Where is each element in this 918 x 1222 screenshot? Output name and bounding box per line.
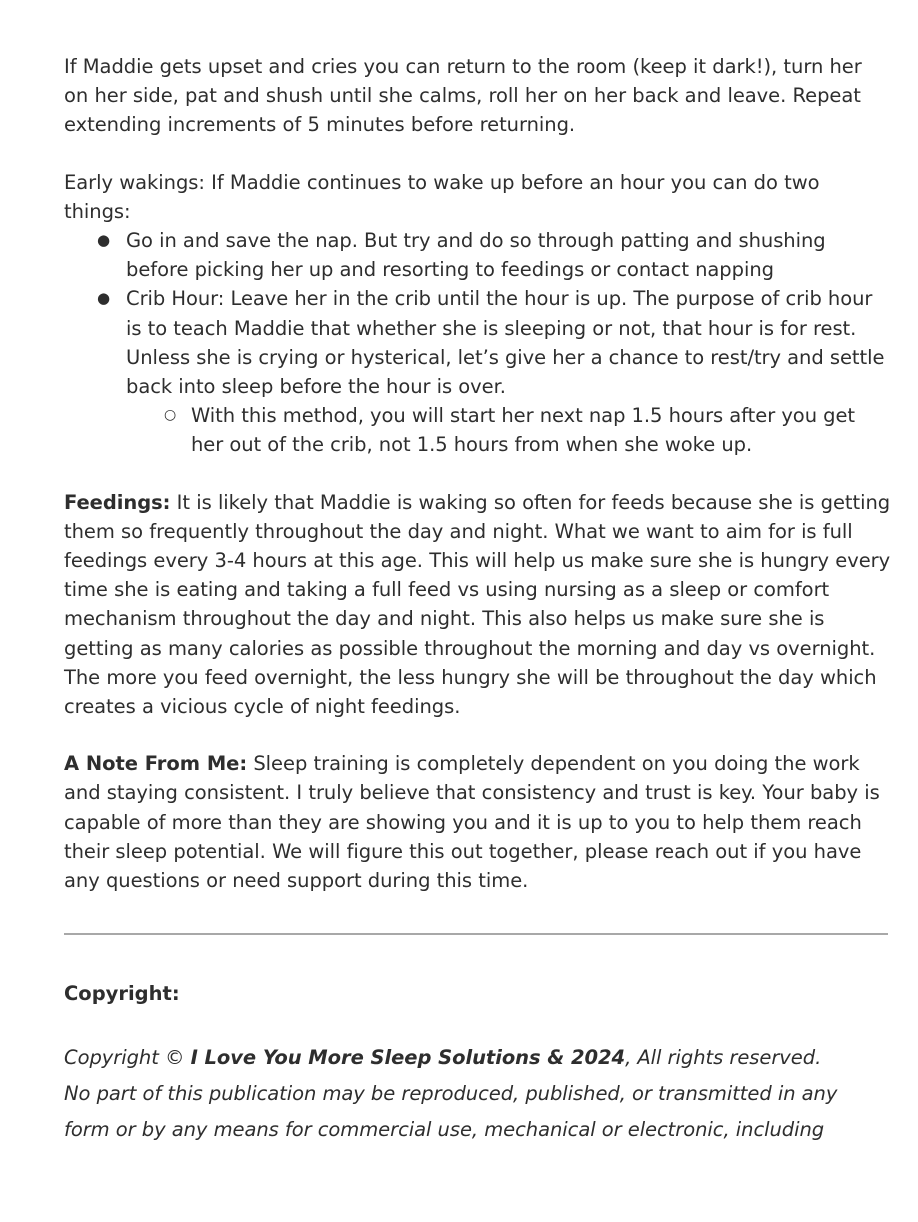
paragraph-return-to-room: If Maddie gets upset and cries you can return to the room (keep it dark!), turn her on her side, pat and shush until she calms, roll her on her back and leave. Repeat extending increments of 5 minutes before returning. xyxy=(64,55,862,137)
section-divider-wrap xyxy=(64,933,888,935)
copyright-line-2: No part of this publication may be reproduced, published, or transmitted in any xyxy=(64,1082,838,1106)
paragraph-early-wakings-intro: Early wakings: If Maddie continues to wake up before an hour you can do two things: xyxy=(64,170,820,223)
bullet-filled-icon: ● xyxy=(97,231,111,250)
document-body xyxy=(64,52,892,1148)
feedings-body: It is likely that Maddie is waking so often for feeds because she is getting them so frequently throughout the day and night. What we want to aim for is full feedings every 3-4 hours at this age. This will help us make sure she is hungry every time she is eating and taking a full feed vs using nursing as a sleep or comfort mechanism throughout the day and night. This also helps us make sure she is getting as many calories as possible throughout the morning and day vs overnight. The more you feed overnight, the less hungry she will be throughout the day which creates a vicious cycle of night feedings. xyxy=(64,490,891,719)
paragraph-note-from-me xyxy=(64,749,892,895)
note-from-me-label: A Note From Me: xyxy=(64,752,248,776)
section-divider xyxy=(64,933,888,935)
bullet-filled-icon: ● xyxy=(97,289,111,308)
sub-list-item-label: With this method, you will start her next nap 1.5 hours after you get her out of the crib, not 1.5 hours from when she woke up. xyxy=(191,404,856,457)
sub-list-item xyxy=(126,401,892,459)
list-item xyxy=(64,226,892,284)
list-item-label: Go in and save the nap. But try and do so through patting and shushing before picking her up and resorting to feedings or contact napping xyxy=(126,229,826,282)
copyright-line-1 xyxy=(64,1040,892,1076)
copyright-prefix: Copyright © xyxy=(64,1046,191,1070)
bullet-hollow-icon: ○ xyxy=(164,407,177,424)
paragraph-feedings xyxy=(64,488,892,722)
early-wakings-list xyxy=(64,226,892,460)
copyright-body xyxy=(64,1040,892,1148)
list-item xyxy=(64,284,892,459)
feedings-label: Feedings: xyxy=(64,490,171,514)
list-item-label: Crib Hour: Leave her in the crib until the hour is up. The purpose of crib hour is to teach Maddie that whether she is sleeping or not, that hour is for rest. Unless she is crying or hysterical, let’s give her a chance to rest/try and settle back into sleep before the hour is over. xyxy=(126,287,885,399)
crib-hour-sublist xyxy=(126,401,892,459)
copyright-company: I Love You More Sleep Solutions & 2024 xyxy=(190,1046,626,1070)
copyright-line-3: form or by any means for commercial use, mechanical or electronic, including xyxy=(64,1118,825,1142)
copyright-suffix: , All rights reserved. xyxy=(625,1046,822,1070)
note-from-me-body: Sleep training is completely dependent on you doing the work and staying consistent. I truly believe that consistency and trust is key. Your baby is capable of more than they are showing you and it is up to you to help them reach their sleep potential. We will figure this out together, please reach out if you have any questions or need support during this time. xyxy=(64,752,880,893)
copyright-heading: Copyright: xyxy=(64,982,180,1006)
